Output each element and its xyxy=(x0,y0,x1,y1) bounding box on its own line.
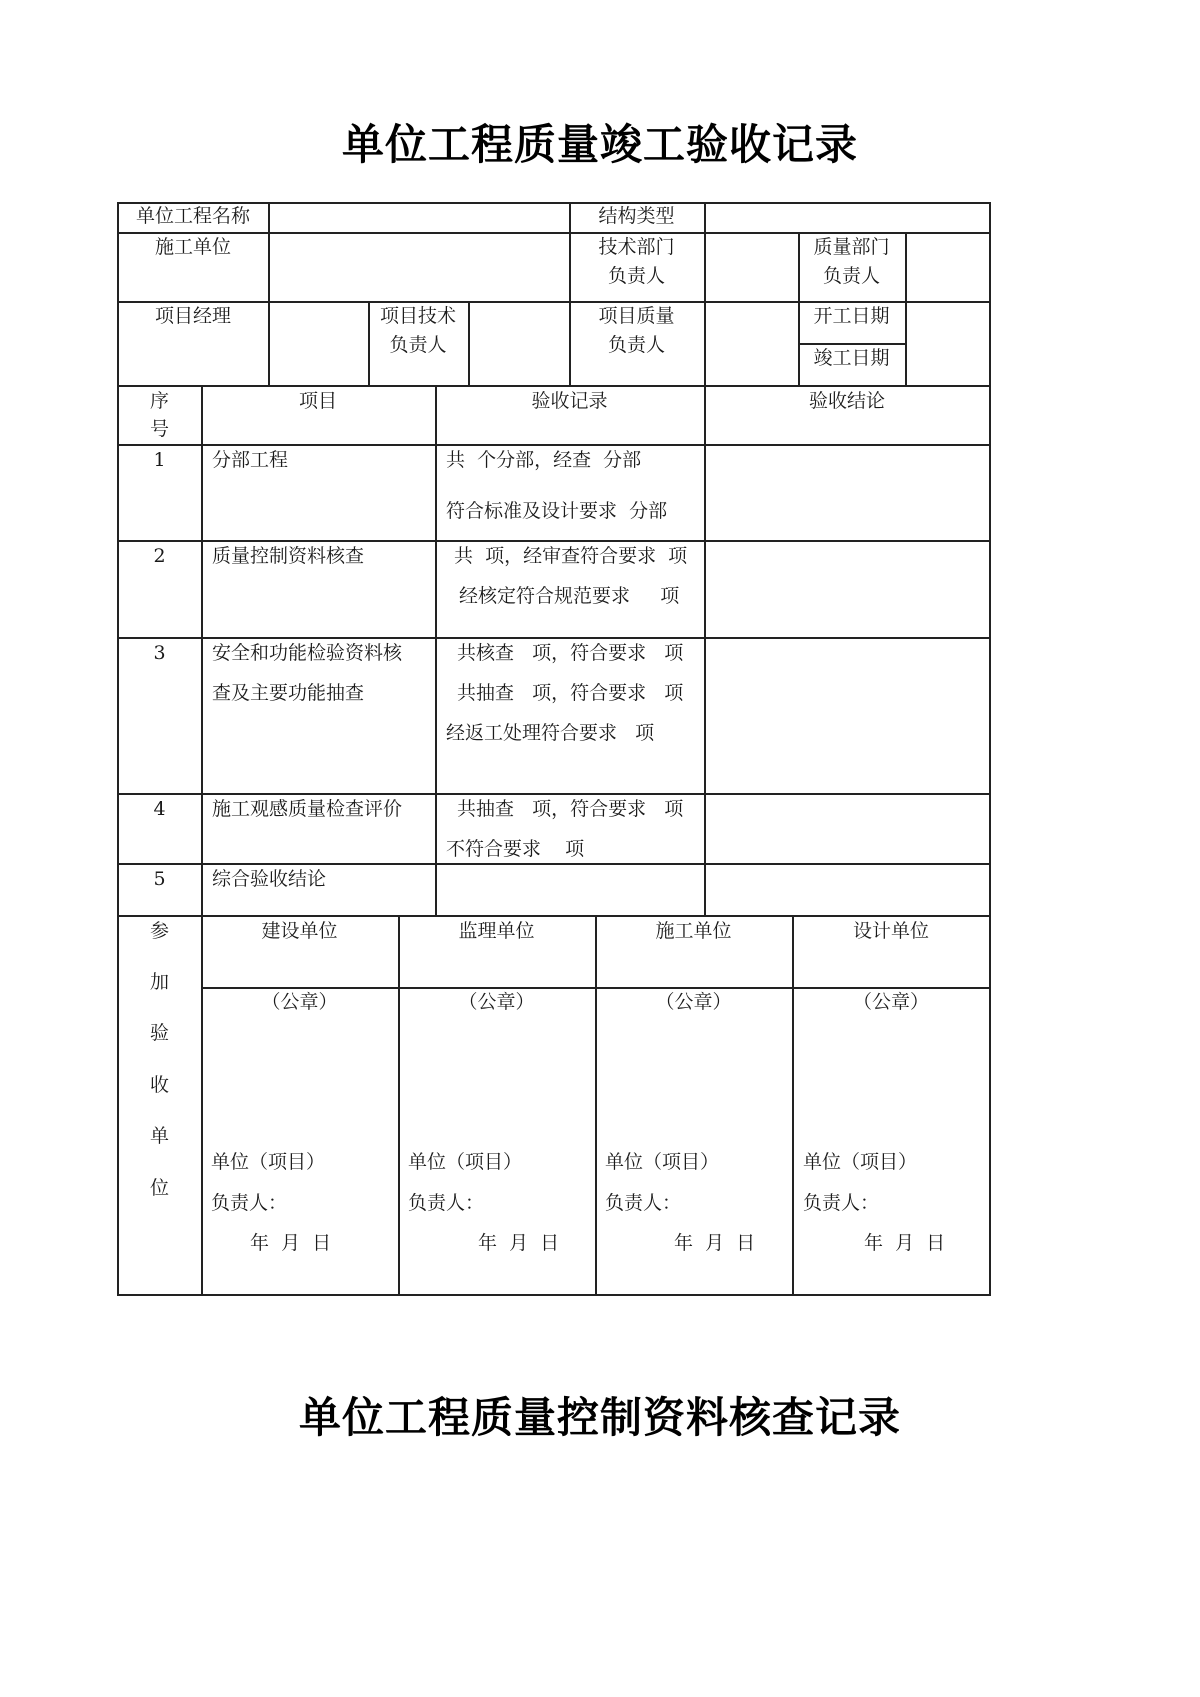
person-in-charge-label: 负责人： xyxy=(408,1192,485,1214)
table-rule xyxy=(704,385,706,915)
row-record-line: 共 项，经审查符合要求 项 xyxy=(454,545,688,567)
row-conclusion-field[interactable] xyxy=(710,544,985,632)
pm-label: 项目经理 xyxy=(154,305,231,327)
participants-label-char: 单 xyxy=(149,1125,169,1147)
row-number: 4 xyxy=(153,798,166,820)
quality-dept-label: 质量部门 xyxy=(813,236,890,258)
date-label: 年 月 日 xyxy=(864,1232,946,1254)
table-rule xyxy=(398,915,400,1295)
participants-label-char: 参 xyxy=(149,920,169,942)
row-item: 分部工程 xyxy=(212,449,289,471)
row-item: 施工观感质量检查评价 xyxy=(212,798,403,820)
person-in-charge-label: 负责人： xyxy=(605,1192,682,1214)
row-record-line: 共抽查 项，符合要求 项 xyxy=(457,682,684,704)
table-rule xyxy=(792,915,794,1295)
table-border xyxy=(989,202,991,1295)
table-border xyxy=(117,1294,991,1296)
unit-name: 建设单位 xyxy=(261,920,338,942)
seal-label: （公章） xyxy=(655,991,732,1013)
participants-label-char: 位 xyxy=(149,1177,169,1199)
project-name-label: 单位工程名称 xyxy=(135,205,250,227)
page-title: 单位工程质量竣工验收记录 xyxy=(341,120,858,169)
row-record-line: 共核查 项，符合要求 项 xyxy=(457,642,684,664)
person-in-charge-label: 负责人： xyxy=(211,1192,288,1214)
quality-dept-field[interactable] xyxy=(910,236,985,296)
quality-lead-label: 项目质量 xyxy=(598,305,675,327)
end-date-label: 竣工日期 xyxy=(813,347,890,369)
row-item: 安全和功能检验资料核 xyxy=(212,642,403,664)
row-number: 3 xyxy=(153,642,166,664)
next-section-title: 单位工程质量控制资料核查记录 xyxy=(298,1393,901,1442)
tech-dept-field[interactable] xyxy=(710,236,795,296)
contractor-label: 施工单位 xyxy=(154,236,231,258)
table-rule xyxy=(201,385,203,1295)
record-header: 验收记录 xyxy=(531,390,608,412)
person-in-charge-label: 负责人： xyxy=(803,1192,880,1214)
tech-lead-field[interactable] xyxy=(472,305,565,381)
row-record-line: 共抽查 项，符合要求 项 xyxy=(457,798,684,820)
seal-label: （公章） xyxy=(852,991,929,1013)
row-record-line: 符合标准及设计要求 分部 xyxy=(446,500,668,522)
tech-dept-label: 技术部门 xyxy=(598,236,675,258)
quality-dept-label-line2: 负责人 xyxy=(822,265,880,287)
table-rule xyxy=(268,202,270,385)
date-label: 年 月 日 xyxy=(674,1232,756,1254)
structure-type-label: 结构类型 xyxy=(598,205,675,227)
row-record-line: 共 个分部，经查 分部 xyxy=(446,449,642,471)
table-rule xyxy=(595,915,597,1295)
conclusion-header: 验收结论 xyxy=(808,390,885,412)
tech-lead-label: 项目技术 xyxy=(379,305,456,327)
row-record-field[interactable] xyxy=(440,867,700,911)
row-conclusion-field[interactable] xyxy=(710,448,985,536)
unit-project-label: 单位（项目） xyxy=(605,1151,720,1173)
participants-label-char: 验 xyxy=(149,1022,169,1044)
seq-header-line2: 号 xyxy=(149,418,169,440)
seal-label: （公章） xyxy=(261,991,338,1013)
table-rule xyxy=(468,301,470,385)
row-conclusion-field[interactable] xyxy=(710,641,985,789)
unit-project-label: 单位（项目） xyxy=(803,1151,918,1173)
table-rule xyxy=(905,232,907,385)
row-record-line: 经返工处理符合要求 项 xyxy=(446,722,655,744)
seal-label: （公章） xyxy=(458,991,535,1013)
row-record-line: 不符合要求 项 xyxy=(446,838,585,860)
date-label: 年 月 日 xyxy=(250,1232,332,1254)
row-conclusion-field[interactable] xyxy=(710,797,985,859)
tech-dept-label-line2: 负责人 xyxy=(607,265,665,287)
row-item: 综合验收结论 xyxy=(212,868,327,890)
row-number: 2 xyxy=(153,545,166,567)
row-item: 查及主要功能抽查 xyxy=(212,682,365,704)
row-conclusion-field[interactable] xyxy=(710,867,985,911)
tech-lead-label-line2: 负责人 xyxy=(389,334,447,356)
table-rule xyxy=(435,385,437,915)
start-date-label: 开工日期 xyxy=(813,305,890,327)
table-rule xyxy=(704,202,706,385)
pm-field[interactable] xyxy=(272,305,364,381)
unit-project-label: 单位（项目） xyxy=(408,1151,523,1173)
unit-project-label: 单位（项目） xyxy=(211,1151,326,1173)
seq-header: 序 xyxy=(149,390,169,412)
row-item: 质量控制资料核查 xyxy=(212,545,365,567)
date-field[interactable] xyxy=(910,305,985,381)
row-number: 1 xyxy=(153,449,166,471)
unit-name: 设计单位 xyxy=(852,920,929,942)
participants-label-char: 收 xyxy=(149,1074,169,1096)
row-record-line: 经核定符合规范要求 项 xyxy=(459,585,680,607)
unit-name: 施工单位 xyxy=(655,920,732,942)
quality-lead-label-line2: 负责人 xyxy=(607,334,665,356)
item-header: 项目 xyxy=(298,390,337,412)
contractor-field[interactable] xyxy=(275,236,565,296)
row-number: 5 xyxy=(153,868,166,890)
date-label: 年 月 日 xyxy=(478,1232,560,1254)
participants-label-char: 加 xyxy=(149,971,169,993)
quality-lead-field[interactable] xyxy=(710,305,795,381)
unit-name: 监理单位 xyxy=(458,920,535,942)
